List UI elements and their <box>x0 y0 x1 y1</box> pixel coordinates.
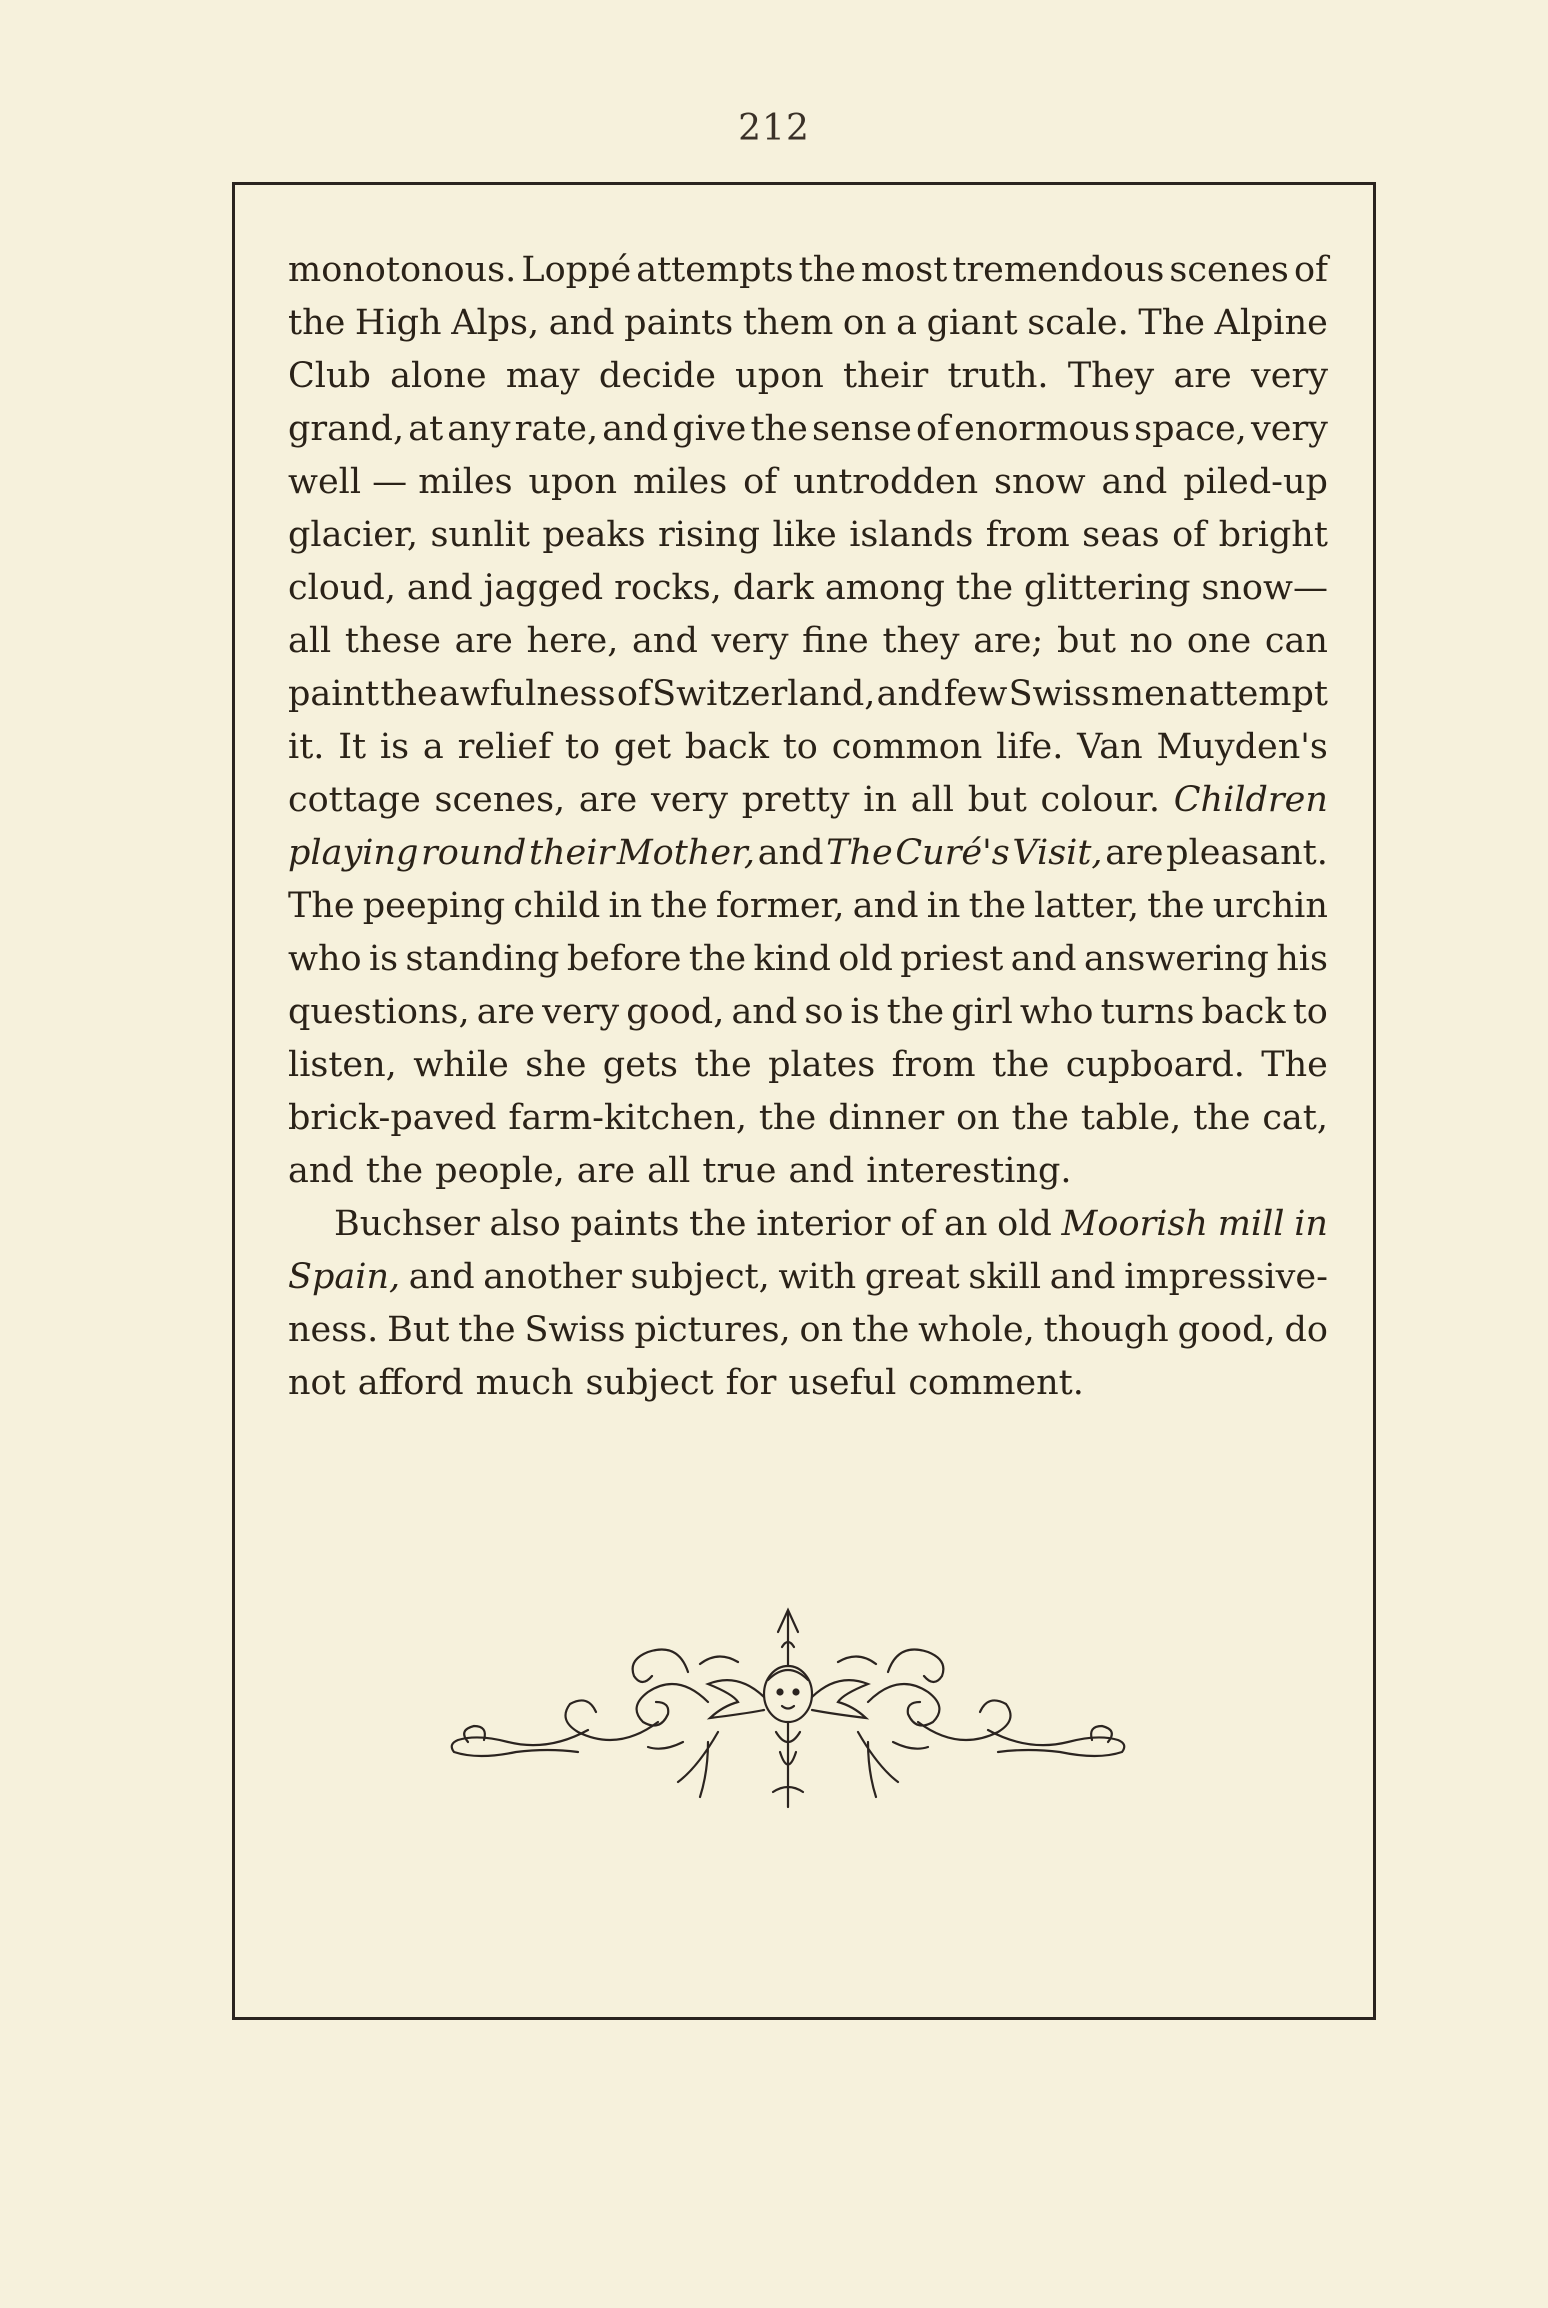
word: the <box>1193 1098 1251 1138</box>
text-line <box>288 562 1328 615</box>
word: paints <box>570 1204 680 1244</box>
word: and <box>408 1257 475 1297</box>
word: the <box>380 674 438 714</box>
word: another <box>483 1257 622 1297</box>
word: attempts <box>636 250 794 290</box>
word: bright <box>1218 515 1328 555</box>
tailpiece-scroll-ornament-icon <box>438 1602 1138 1812</box>
text-line <box>288 1039 1328 1092</box>
text-line <box>288 244 1328 297</box>
word: very <box>650 780 728 820</box>
word: Visit, <box>1012 833 1103 873</box>
word: mill <box>1217 1204 1285 1244</box>
word: rocks, <box>614 568 722 608</box>
word: grand, <box>288 409 405 449</box>
word: the <box>750 409 808 449</box>
word: the <box>992 1045 1050 1085</box>
text-line <box>288 721 1328 774</box>
word: colour. <box>1040 780 1161 820</box>
word: High <box>354 303 442 343</box>
word: is <box>379 727 410 767</box>
word: glittering <box>1024 568 1191 608</box>
text-line <box>288 668 1328 721</box>
word: while <box>413 1045 509 1085</box>
word: plates <box>768 1045 876 1085</box>
word: Alpine <box>1214 303 1328 343</box>
word: rising <box>657 515 760 555</box>
word: their <box>528 833 615 873</box>
word: Moorish <box>1061 1204 1208 1244</box>
word: people, <box>435 1151 565 1191</box>
word: on <box>799 1310 844 1350</box>
word: life. <box>996 727 1064 767</box>
word: urchin <box>1212 886 1328 926</box>
word: jagged <box>483 568 604 608</box>
word: upon <box>735 356 824 396</box>
word: get <box>613 727 672 767</box>
page-number: 212 <box>738 108 810 149</box>
word: can <box>1264 621 1328 661</box>
text-line <box>288 827 1328 880</box>
text-line <box>288 1145 1328 1198</box>
word: one <box>1186 621 1252 661</box>
word: gets <box>602 1045 678 1085</box>
word: The <box>826 833 893 873</box>
word: from <box>985 515 1070 555</box>
text-line <box>288 986 1328 1039</box>
word: cupboard. <box>1065 1045 1245 1085</box>
word: girl <box>951 992 1013 1032</box>
word: interior <box>756 1204 891 1244</box>
text-line <box>288 403 1328 456</box>
word: dinner <box>828 1098 945 1138</box>
word: she <box>525 1045 587 1085</box>
word: his <box>1276 939 1328 979</box>
text-line <box>288 1357 1328 1410</box>
word: do <box>1284 1310 1328 1350</box>
word: rate, <box>514 409 599 449</box>
word: latter, <box>1034 886 1140 926</box>
word: ness. <box>288 1310 379 1350</box>
word: pretty <box>741 780 850 820</box>
word: a <box>422 727 444 767</box>
text-line <box>288 615 1328 668</box>
word: priest <box>900 939 1004 979</box>
word: very <box>1251 356 1328 396</box>
word: most <box>861 250 948 290</box>
word: interesting. <box>866 1151 1072 1191</box>
word: much <box>475 1363 574 1403</box>
word: answering <box>1083 939 1269 979</box>
word: Muyden's <box>1156 727 1328 767</box>
word: Loppé <box>521 250 632 290</box>
word: upon <box>528 462 618 502</box>
word: The <box>1138 303 1205 343</box>
word: and <box>852 886 919 926</box>
word: are <box>576 1151 636 1191</box>
word: snow— <box>1201 568 1328 608</box>
word: like <box>772 515 837 555</box>
word: farm-kitchen, <box>508 1098 747 1138</box>
word: it. <box>288 727 325 767</box>
word: listen, <box>288 1045 397 1085</box>
body-text <box>288 244 1328 1410</box>
word: in <box>863 780 897 820</box>
word: of <box>743 462 778 502</box>
word: enormous <box>954 409 1130 449</box>
word: giant <box>926 303 1018 343</box>
word: piled-up <box>1183 462 1328 502</box>
word: is <box>850 992 880 1032</box>
word: Curé's <box>895 833 1010 873</box>
word: the <box>886 992 945 1032</box>
word: truth. <box>947 356 1049 396</box>
word: awfulness <box>438 674 616 714</box>
word: no <box>1129 621 1174 661</box>
word: in <box>926 886 961 926</box>
word: good, <box>1177 1310 1276 1350</box>
word: very <box>1250 409 1328 449</box>
word: of <box>1172 515 1207 555</box>
word: Club <box>288 356 371 396</box>
word: true <box>702 1151 777 1191</box>
word: also <box>489 1204 561 1244</box>
word: whole, <box>918 1310 1035 1350</box>
word: turns <box>1100 992 1195 1032</box>
word: very <box>542 992 620 1032</box>
word: the <box>758 1098 817 1138</box>
text-line <box>288 880 1328 933</box>
word: and <box>602 409 669 449</box>
word: of <box>616 674 651 714</box>
word: great <box>864 1257 960 1297</box>
word: though <box>1043 1310 1169 1350</box>
word: sense <box>811 409 912 449</box>
word: useful <box>788 1363 897 1403</box>
word: seas <box>1082 515 1160 555</box>
word: are <box>476 992 536 1032</box>
word: back <box>684 727 769 767</box>
word: cat, <box>1262 1098 1328 1138</box>
word: The <box>1261 1045 1328 1085</box>
word: them <box>742 303 834 343</box>
word: tremendous <box>952 250 1165 290</box>
word: Alps, <box>451 303 540 343</box>
word: former, <box>715 886 845 926</box>
word: are <box>1105 833 1164 873</box>
word: an <box>943 1204 988 1244</box>
word: scenes, <box>434 780 566 820</box>
word: from <box>891 1045 976 1085</box>
word: the <box>1011 1098 1069 1138</box>
word: on <box>956 1098 1000 1138</box>
word: sunlit <box>430 515 530 555</box>
word: back <box>1201 992 1286 1032</box>
word: scenes <box>1169 250 1289 290</box>
word: peaks <box>542 515 646 555</box>
word: miles <box>632 462 728 502</box>
word: pictures, <box>634 1310 791 1350</box>
text-line <box>288 297 1328 350</box>
word: are; <box>973 621 1044 661</box>
word: fine <box>802 621 869 661</box>
word: subject, <box>630 1257 770 1297</box>
word: among <box>824 568 945 608</box>
word: may <box>505 356 580 396</box>
word: old <box>997 1204 1052 1244</box>
word: Switzerland, <box>652 674 876 714</box>
word: cloud, <box>288 568 396 608</box>
word: Mother, <box>616 833 756 873</box>
word: the <box>694 1045 752 1085</box>
word: afford <box>357 1363 464 1403</box>
word: scale. <box>1027 303 1129 343</box>
word: and <box>876 674 943 714</box>
word: and <box>632 621 698 661</box>
word: the <box>688 939 747 979</box>
text-line <box>288 509 1328 562</box>
word: the <box>1147 886 1205 926</box>
word: cottage <box>288 780 421 820</box>
word: standing <box>405 939 560 979</box>
word: the <box>968 886 1026 926</box>
text-line <box>288 1251 1328 1304</box>
word: is <box>368 939 399 979</box>
word: all <box>647 1151 691 1191</box>
word: glacier, <box>288 515 418 555</box>
word: and <box>757 833 824 873</box>
word: table, <box>1080 1098 1182 1138</box>
word: common <box>831 727 983 767</box>
word: give <box>672 409 747 449</box>
word: subject <box>585 1363 714 1403</box>
word: very <box>711 621 789 661</box>
word: and <box>788 1151 855 1191</box>
word: before <box>566 939 682 979</box>
text-line <box>288 1198 1328 1251</box>
word: they <box>882 621 960 661</box>
word: and <box>1049 1257 1116 1297</box>
word: attempt <box>1188 674 1328 714</box>
word: untrodden <box>793 462 979 502</box>
word: the <box>689 1204 747 1244</box>
word: who <box>1019 992 1094 1032</box>
word: old <box>838 939 893 979</box>
word: and <box>548 303 615 343</box>
word: few <box>943 674 1008 714</box>
word: any <box>447 409 511 449</box>
word: snow <box>994 462 1086 502</box>
word: at <box>408 409 444 449</box>
word: their <box>842 356 929 396</box>
word: islands <box>849 515 974 555</box>
word: comment. <box>908 1363 1084 1403</box>
word: round <box>421 833 527 873</box>
word: playing <box>288 833 419 873</box>
word: But <box>387 1310 450 1350</box>
word: are <box>454 621 513 661</box>
word: of <box>900 1204 935 1244</box>
word: these <box>344 621 441 661</box>
word: It <box>338 727 367 767</box>
word: paint <box>288 674 380 714</box>
word: Swiss <box>1008 674 1110 714</box>
word: and <box>731 992 798 1032</box>
word: all <box>288 621 332 661</box>
word: are <box>1173 356 1232 396</box>
word: questions, <box>288 992 470 1032</box>
word: men <box>1110 674 1188 714</box>
word: Swiss <box>524 1310 626 1350</box>
word: the <box>798 250 856 290</box>
word: the <box>955 568 1014 608</box>
word: who <box>288 939 362 979</box>
word: of <box>915 409 951 449</box>
text-line <box>288 774 1328 827</box>
word: and <box>406 568 473 608</box>
word: monotonous. <box>288 250 517 290</box>
word: The <box>288 886 355 926</box>
text-line <box>288 350 1328 403</box>
text-line <box>288 1304 1328 1357</box>
word: decide <box>598 356 716 396</box>
word: to <box>782 727 818 767</box>
word: relief <box>457 727 552 767</box>
word: in <box>608 886 643 926</box>
word: pleasant. <box>1166 833 1328 873</box>
word: a <box>896 303 918 343</box>
word: skill <box>968 1257 1042 1297</box>
word: kind <box>753 939 831 979</box>
word: but <box>1056 621 1116 661</box>
word: well — miles <box>288 462 513 502</box>
word: but <box>967 780 1027 820</box>
word: all <box>910 780 955 820</box>
word: and <box>288 1151 354 1191</box>
word: child <box>513 886 601 926</box>
text-line <box>288 456 1328 509</box>
word: to <box>564 727 601 767</box>
word: impressive- <box>1124 1257 1328 1297</box>
word: Buchser <box>334 1204 480 1244</box>
word: not <box>288 1363 346 1403</box>
word: of <box>1293 250 1328 290</box>
word: here, <box>526 621 619 661</box>
word: brick-paved <box>288 1098 497 1138</box>
word: the <box>458 1310 516 1350</box>
word: Van <box>1077 727 1143 767</box>
word: paints <box>624 303 734 343</box>
word: the <box>288 303 346 343</box>
word: alone <box>390 356 487 396</box>
word: dark <box>732 568 814 608</box>
word: on <box>842 303 887 343</box>
word: in <box>1294 1204 1328 1244</box>
word: They <box>1067 356 1155 396</box>
word: so <box>804 992 844 1032</box>
word: and <box>1101 462 1168 502</box>
word: the <box>365 1151 424 1191</box>
word: the <box>650 886 708 926</box>
text-line <box>288 933 1328 986</box>
word: Spain, <box>288 1257 401 1297</box>
word: are <box>578 780 638 820</box>
word: peeping <box>362 886 506 926</box>
word: good, <box>626 992 725 1032</box>
word: the <box>851 1310 910 1350</box>
word: to <box>1292 992 1328 1032</box>
word: space, <box>1134 409 1247 449</box>
word: with <box>778 1257 857 1297</box>
word: for <box>725 1363 777 1403</box>
word: and <box>1010 939 1077 979</box>
text-line <box>288 1092 1328 1145</box>
word: Children <box>1173 780 1328 820</box>
